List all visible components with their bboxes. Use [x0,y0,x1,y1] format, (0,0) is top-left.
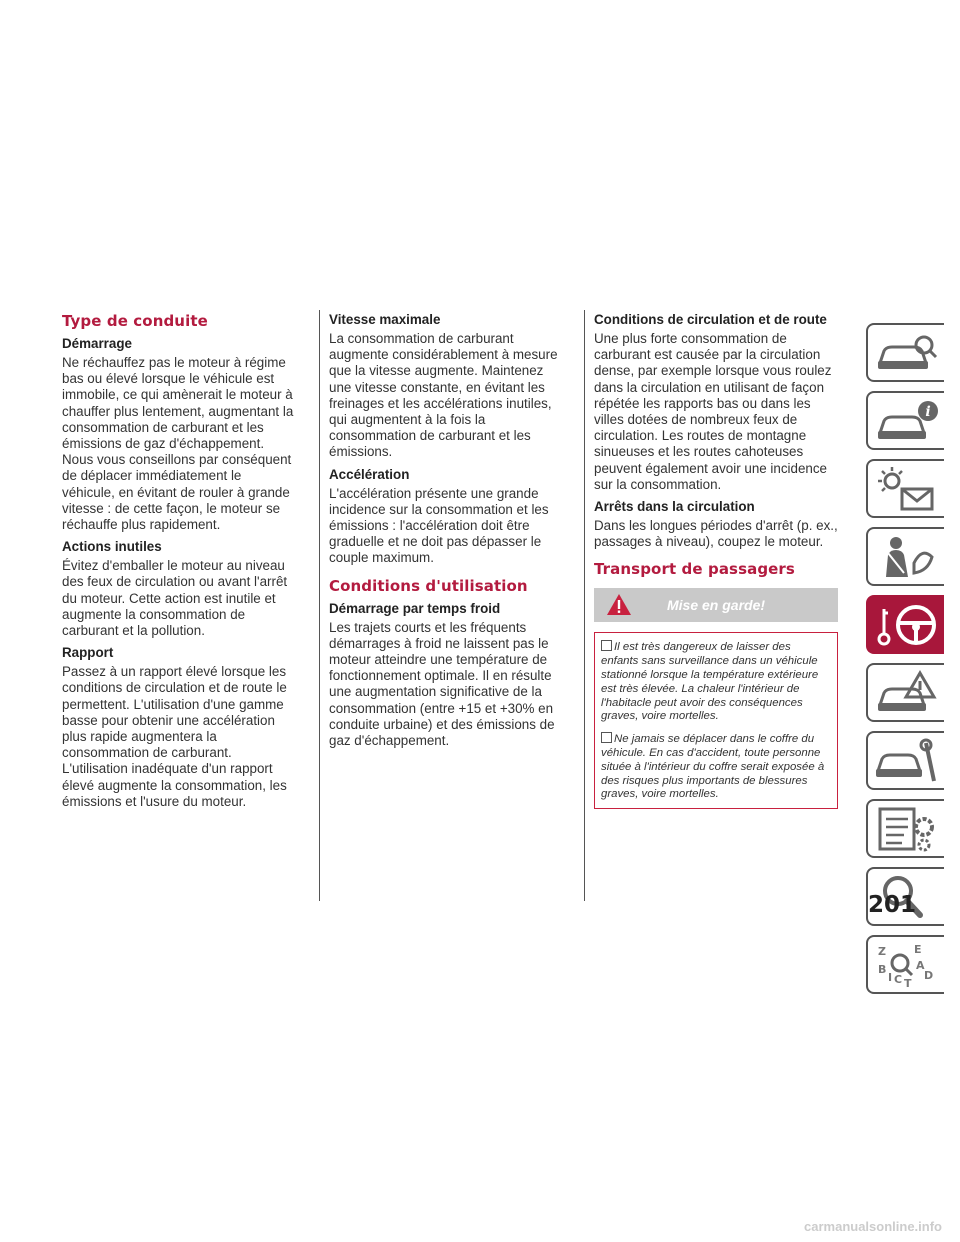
tab-warning-lights[interactable] [866,459,944,518]
checkbox-bullet-icon [601,732,612,743]
subsection-title: Arrêts dans la circulation [594,499,755,515]
paragraph: Dans les longues périodes d'arrêt (p. ex., passages à niveau), coupez le moteur. [594,518,838,550]
column-divider [584,310,585,901]
svg-text:C: C [894,973,903,986]
paragraph: Évitez d'emballer le moteur au niveau des feux de circulation ou avant l'arrêt du moteur. Cette action est inutile et augmente la consommation de carburant et la pollution. [62,558,288,639]
subsection-title: Conditions de circulation et de route [594,312,827,327]
tab-car-info[interactable] [866,391,944,450]
subsection-title: Démarrage [62,336,132,351]
key-steering-wheel-icon [874,601,940,649]
subsection-title: Vitesse maximale [329,312,441,327]
tab-seatbelt-passenger[interactable] [866,527,944,586]
warning-box [594,632,838,809]
paragraph: La consommation de carburant augmente considérablement à mesure que la vitesse augmente. Maintenez une vitesse constante, en évitant les freinages et les accélérations inutiles, qui augmentent à la fois la consommation de carburant et les émissions. [329,331,558,460]
subsection-title: Actions inutiles [62,539,162,555]
column-3 [594,312,838,809]
warning-header [594,588,838,622]
subsection-title: Accélération [329,466,410,482]
specifications-list-icon [874,805,940,853]
svg-text:Z: Z [878,945,886,958]
warning-item: Il est très dangereux de laisser des enfants sans surveillance dans un véhicule stationné lorsque la température extérieure est très élevée. La chaleur l'intérieur de l'habitacle peut avoir des conséquences graves, voire mortelles. [601,641,819,723]
watermark-footer: carmanualsonline.info [804,1219,942,1234]
car-maintenance-icon [874,737,940,785]
car-info-icon [874,397,940,445]
paragraph: Passez à un rapport élevé lorsque les conditions de circulation et de route le permettent. L'utilisation d'une gamme basse pour obtenir une accélération plus rapide augmentera la consommation de carburant. L'utilisation inadéquate d'un rapport élevé augmente la consommation, les émissions et l'usure du moteur. [62,664,287,809]
paragraph: Une plus forte consommation de carburant est causée par la circulation dense, par exemple lorsque vous roulez dans la circulation en utilisant de façon répétée les rapports bas ou dans les villes dotées de nombreux feux de circulation. Les routes de montagne sinueuses et les routes cahoteuses peuvent également avoir une incidence sur la consommation. [594,331,832,492]
car-emergency-icon [874,669,940,717]
section-heading: Conditions d'utilisation [329,576,528,595]
svg-text:D: D [924,969,934,982]
car-search-icon [874,329,940,377]
svg-text:I: I [888,971,893,984]
seatbelt-passenger-icon [874,533,940,581]
tab-key-steering-wheel[interactable] [866,595,944,654]
page-number: 201 [868,892,917,918]
tab-index[interactable] [866,935,944,994]
section-heading: Transport de passagers [594,560,795,579]
warning-item: Ne jamais se déplacer dans le coffre du véhicule. En cas d'accident, toute personne située à l'intérieur du coffre serait exposée à des risques plus importants de blessures graves, voire mortelles. [601,733,825,801]
svg-text:B: B [878,963,887,976]
tab-specifications[interactable] [866,799,944,858]
warning-lights-icon [874,465,940,513]
svg-text:E: E [914,943,922,956]
column-divider [319,310,320,901]
section-heading: Type de conduite [62,312,208,330]
subsection-title: Rapport [62,645,114,661]
svg-text:T: T [904,977,912,989]
column-2 [329,312,561,755]
subsection-title: Démarrage par temps froid [329,600,501,616]
column-1 [62,312,294,816]
svg-text:A: A [916,959,925,972]
warning-title: Mise en garde! [666,597,766,614]
tab-car-emergency[interactable] [866,663,944,722]
paragraph: Les trajets courts et les fréquents démarrages à froid ne laissent pas le moteur atteindre une température de fonctionnement optimale. Il en résulte une augmentation significative de la consommation (entre +15 et +30% en conduite urbaine) et des émissions de gaz d'échappement. [329,619,555,749]
tab-car-maintenance[interactable] [866,731,944,790]
svg-text:i: i [925,404,931,420]
alphabetical-index-icon [874,941,940,989]
paragraph: L'accélération présente une grande incidence sur la consommation et les émissions : l'accélération doit être graduelle et ne doit pas dépasser le couple maximum. [329,485,549,566]
checkbox-bullet-icon [601,640,612,651]
paragraph: Ne réchauffez pas le moteur à régime bas ou élevé lorsque le véhicule est immobile, ce qui amènerait le moteur à chauffer plus lentement, augmentant la consommation de carburant et les émissions de gaz d'échappement. Nous vous conseillons par conséquent de déplacer immédiatement le véhicule, en évitant de rouler à grande vitesse : de cette façon, le moteur se réchauffe plus rapidement. [62,355,294,533]
tab-car-search[interactable] [866,323,944,382]
